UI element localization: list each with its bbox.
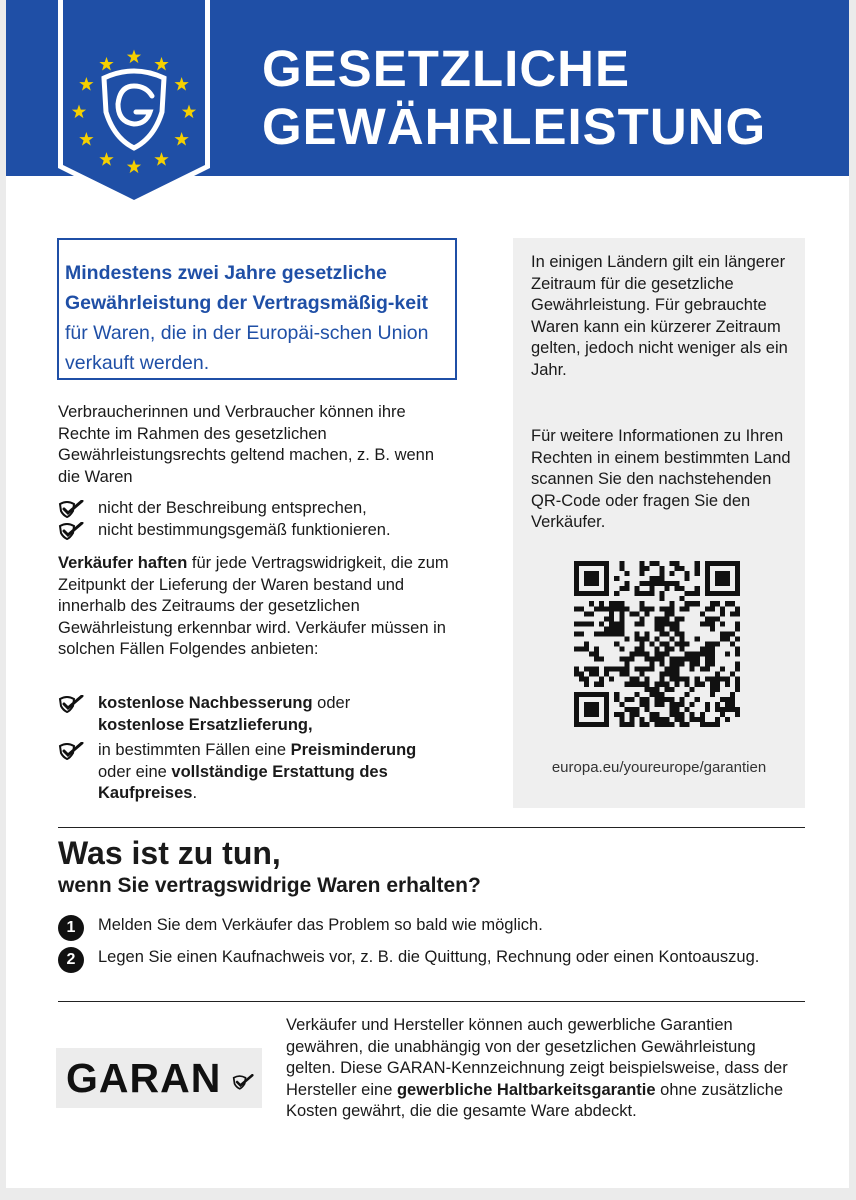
list-item: [58, 693, 478, 736]
guarantee-text-part: ohne zusätzliche Kosten gewährt, die die gesamte Ware abdeckt.: [286, 1080, 784, 1120]
remedy-repair: kostenlose Nachbesserung: [98, 694, 313, 712]
commercial-guarantee-text: [286, 1015, 806, 1123]
remedies-list: [58, 693, 478, 809]
sidebar-more-info: Für weitere Informationen zu Ihren Rechten in einem bestimmten Land scannen Sie den nachstehenden QR-Code oder fragen Sie den Verkäufer.: [531, 427, 791, 531]
condition-text: nicht bestimmungsgemäß funktionieren.: [98, 520, 391, 539]
seller-liability-text: [58, 553, 468, 661]
info-url-link[interactable]: europa.eu/youreurope/garantien: [551, 759, 767, 776]
list-item: [58, 520, 478, 542]
title-line-2: GEWÄHRLEISTUNG: [262, 98, 767, 155]
check-shield-icon: [58, 742, 84, 760]
defect-conditions-list: [58, 498, 478, 541]
guarantee-notice-page: [6, 0, 849, 1188]
section-divider: [58, 1001, 805, 1002]
step-text: Legen Sie einen Kaufnachweis vor, z. B. die Quittung, Rechnung oder einen Kontoauszug.: [98, 947, 760, 966]
eu-shield-emblem: [58, 0, 210, 206]
remedy-text: .: [192, 784, 198, 802]
guarantee-text-bold: gewerbliche Haltbarkeitsgarantie: [396, 1080, 656, 1099]
step-number-badge: 2: [58, 947, 84, 973]
step-item: [58, 947, 778, 969]
remedy-text: oder: [312, 694, 351, 712]
step-number-badge: 1: [58, 915, 84, 941]
list-item: [58, 498, 478, 520]
guarantee-text-part: Verkäufer und Hersteller können auch gewerbliche Garantien gewähren, die unabhängig von der gesetzlichen Gewährleistung gelten. Diese GARAN-Kennzeichnung zeigt beispielsweise, dass der Hersteller eine: [286, 1016, 788, 1099]
minimum-warranty-box: [57, 238, 457, 380]
remedy-text: in bestimmten Fällen eine: [98, 741, 291, 759]
check-shield-icon: [58, 500, 84, 518]
remedy-replacement: kostenlose Ersatzlieferung,: [98, 715, 313, 734]
minimum-warranty-bold: Mindestens zwei Jahre gesetzliche Gewährleistung der Vertragsmäßig-keit: [65, 262, 429, 314]
check-shield-icon: [58, 522, 84, 540]
remedy-text: oder eine: [98, 762, 172, 781]
what-to-do-heading: Was ist zu tun,: [58, 835, 281, 871]
page-title: [262, 40, 766, 156]
seller-liability-rest: für jede Vertragswidrigkeit, die zum Zeitpunkt der Lieferung der Waren bestand und innerhalb des Zeitraums der gesetzlichen Gewährleistung erkennbar wird. Verkäufer müssen in solchen Fällen Folgendes anbieten:: [58, 554, 449, 658]
what-to-do-subheading: wenn Sie vertragswidrige Waren erhalten?: [58, 874, 481, 897]
step-text: Melden Sie dem Verkäufer das Problem so bald wie möglich.: [98, 916, 543, 934]
consumer-rights-intro: Verbraucherinnen und Verbraucher können ihre Rechte im Rahmen des gesetzlichen Gewährleistungsrechts geltend machen, z. B. wenn die Waren: [58, 403, 435, 486]
condition-text: nicht der Beschreibung entsprechen,: [98, 499, 367, 517]
steps-list: [58, 915, 778, 978]
sidebar-country-note: In einigen Ländern gilt ein längerer Zeitraum für die gesetzliche Gewährleistung. Für gebrauchte Waren kann ein kürzerer Zeitraum gelten, jedoch nicht weniger als ein Jahr.: [531, 253, 788, 379]
qr-modules: [574, 561, 740, 727]
remedy-price-reduction: Preisminderung: [290, 741, 417, 759]
check-shield-icon: [58, 695, 84, 713]
step-item: [58, 915, 778, 937]
section-divider: [58, 827, 805, 828]
info-sidebar: [513, 238, 805, 808]
check-shield-icon: [232, 1074, 254, 1090]
qr-code[interactable]: [574, 561, 740, 727]
minimum-warranty-rest: für Waren, die in der Europäi-schen Union verkauft werden.: [65, 322, 429, 374]
remedy-full-refund: vollständige Erstattung des Kaufpreises: [98, 762, 388, 802]
garan-logo-text: GARAN: [66, 1055, 222, 1101]
title-line-1: GESETZLICHE: [262, 40, 631, 97]
list-item: [58, 740, 478, 805]
garan-label: [56, 1048, 262, 1108]
seller-liability-bold: Verkäufer haften: [58, 554, 188, 572]
